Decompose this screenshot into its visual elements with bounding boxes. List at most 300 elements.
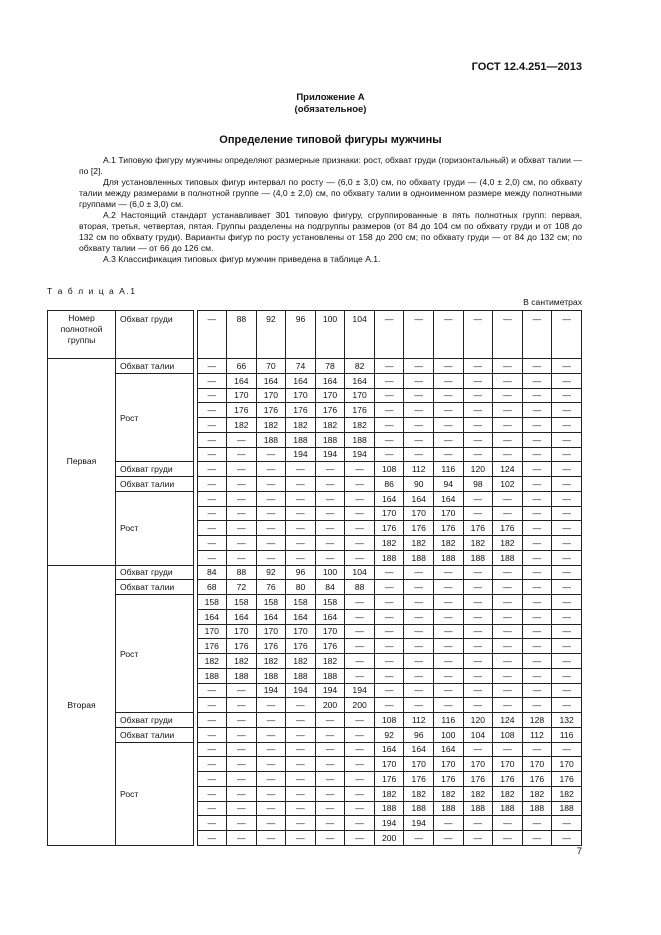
value-cell: — — [345, 831, 375, 846]
value-cell: — — [227, 491, 257, 506]
value-cell: 158 — [286, 595, 316, 610]
value-cell: 104 — [345, 565, 375, 580]
value-cell: — — [286, 727, 316, 742]
value-cell: — — [197, 506, 227, 521]
value-cell: 164 — [404, 491, 434, 506]
value-cell: — — [522, 639, 552, 654]
value-cell: — — [463, 311, 493, 359]
value-cell: — — [374, 668, 404, 683]
value-cell: — — [374, 683, 404, 698]
value-cell: — — [434, 580, 464, 595]
value-cell: — — [315, 477, 345, 492]
value-cell: — — [552, 477, 582, 492]
value-cell: 164 — [315, 373, 345, 388]
value-cell: 200 — [345, 698, 375, 713]
value-cell: — — [345, 727, 375, 742]
value-cell: 170 — [345, 388, 375, 403]
value-cell: — — [345, 506, 375, 521]
value-cell: 182 — [286, 654, 316, 669]
value-cell: — — [374, 698, 404, 713]
value-cell: — — [522, 668, 552, 683]
value-cell: — — [522, 418, 552, 433]
value-cell: 200 — [315, 698, 345, 713]
value-cell: — — [522, 742, 552, 757]
value-cell: 188 — [404, 801, 434, 816]
value-cell: 128 — [522, 713, 552, 728]
value-cell: — — [522, 536, 552, 551]
value-cell: 188 — [463, 801, 493, 816]
value-cell: — — [374, 388, 404, 403]
value-cell: 170 — [286, 624, 316, 639]
value-cell: — — [315, 713, 345, 728]
value-cell: 176 — [315, 639, 345, 654]
value-cell: — — [493, 359, 523, 374]
value-cell: — — [345, 536, 375, 551]
value-cell: — — [493, 373, 523, 388]
value-cell: — — [227, 447, 257, 462]
value-cell: — — [315, 491, 345, 506]
value-cell: — — [522, 506, 552, 521]
value-cell: 176 — [227, 403, 257, 418]
table-row — [48, 491, 582, 506]
value-cell: — — [227, 816, 257, 831]
value-cell: — — [315, 521, 345, 536]
value-cell: 182 — [345, 418, 375, 433]
value-cell: 74 — [286, 359, 316, 374]
value-cell: 164 — [434, 742, 464, 757]
value-cell: — — [463, 668, 493, 683]
appendix-title: Приложение А — [296, 92, 365, 103]
value-cell: — — [493, 683, 523, 698]
value-cell: — — [522, 683, 552, 698]
value-cell: — — [404, 609, 434, 624]
value-cell: — — [404, 639, 434, 654]
table-row — [48, 565, 582, 580]
value-cell: 96 — [286, 311, 316, 359]
row-label-cell: Рост — [116, 595, 194, 713]
value-cell: 104 — [345, 311, 375, 359]
value-cell: — — [374, 432, 404, 447]
value-cell: 96 — [286, 565, 316, 580]
value-cell: 170 — [286, 388, 316, 403]
standard-number: ГОСТ 12.4.251—2013 — [471, 61, 582, 73]
value-cell: — — [404, 447, 434, 462]
value-cell: 98 — [463, 477, 493, 492]
row-label-cell: Обхват груди — [116, 565, 194, 580]
table-row — [48, 713, 582, 728]
value-cell: — — [552, 668, 582, 683]
value-cell: — — [522, 311, 552, 359]
value-cell: — — [493, 609, 523, 624]
value-cell: — — [286, 698, 316, 713]
value-cell: 112 — [404, 713, 434, 728]
table-row — [48, 477, 582, 492]
row-label-cell: Обхват талии — [116, 477, 194, 492]
value-cell: 170 — [434, 757, 464, 772]
value-cell: — — [345, 595, 375, 610]
value-cell: 182 — [434, 786, 464, 801]
value-cell: 188 — [463, 550, 493, 565]
value-cell: — — [286, 506, 316, 521]
value-cell: — — [286, 491, 316, 506]
value-cell: — — [463, 683, 493, 698]
value-cell: — — [552, 506, 582, 521]
value-cell: 164 — [256, 373, 286, 388]
value-cell: 188 — [374, 801, 404, 816]
value-cell: 182 — [463, 536, 493, 551]
value-cell: — — [434, 595, 464, 610]
value-cell: — — [493, 311, 523, 359]
value-cell: 194 — [286, 447, 316, 462]
value-cell: — — [434, 609, 464, 624]
table-row — [48, 359, 582, 374]
value-cell: — — [552, 462, 582, 477]
value-cell: 200 — [374, 831, 404, 846]
value-cell: — — [493, 624, 523, 639]
value-cell: — — [197, 713, 227, 728]
value-cell: 176 — [374, 521, 404, 536]
value-cell: — — [552, 418, 582, 433]
value-cell: — — [434, 683, 464, 698]
value-cell: 176 — [463, 772, 493, 787]
value-cell: — — [404, 373, 434, 388]
value-cell: — — [345, 786, 375, 801]
value-cell: — — [434, 698, 464, 713]
value-cell: 182 — [493, 786, 523, 801]
value-cell: 176 — [286, 403, 316, 418]
value-cell: — — [404, 388, 434, 403]
value-cell: — — [493, 447, 523, 462]
value-cell: — — [552, 624, 582, 639]
value-cell: — — [463, 359, 493, 374]
value-cell: — — [552, 403, 582, 418]
value-cell: — — [286, 536, 316, 551]
value-cell: — — [345, 742, 375, 757]
group-header-cell: Номер полнотной группы — [48, 311, 116, 359]
value-cell: 164 — [286, 373, 316, 388]
value-cell: — — [493, 831, 523, 846]
value-cell: 84 — [197, 565, 227, 580]
value-cell: 176 — [404, 521, 434, 536]
value-cell: — — [463, 506, 493, 521]
value-cell: — — [522, 373, 552, 388]
value-cell: — — [227, 742, 257, 757]
value-cell: 188 — [434, 801, 464, 816]
row-label-cell: Обхват груди — [116, 311, 194, 359]
value-cell: — — [227, 432, 257, 447]
value-cell: — — [286, 831, 316, 846]
value-cell: 188 — [493, 801, 523, 816]
table-row — [48, 373, 582, 388]
value-cell: — — [315, 550, 345, 565]
value-cell: — — [345, 624, 375, 639]
value-cell: 182 — [493, 536, 523, 551]
value-cell: 80 — [286, 580, 316, 595]
classification-table — [47, 310, 582, 846]
value-cell: — — [227, 550, 257, 565]
value-cell: 188 — [256, 668, 286, 683]
value-cell: 188 — [552, 801, 582, 816]
value-cell: — — [345, 491, 375, 506]
value-cell: — — [256, 491, 286, 506]
value-cell: — — [404, 311, 434, 359]
value-cell: — — [374, 403, 404, 418]
value-cell: — — [197, 491, 227, 506]
value-cell: — — [197, 831, 227, 846]
value-cell: — — [434, 388, 464, 403]
value-cell: 116 — [434, 713, 464, 728]
value-cell: 188 — [256, 432, 286, 447]
value-cell: 170 — [256, 624, 286, 639]
value-cell: 188 — [286, 432, 316, 447]
value-cell: — — [197, 477, 227, 492]
value-cell: 188 — [404, 550, 434, 565]
value-cell: — — [227, 727, 257, 742]
value-cell: — — [197, 727, 227, 742]
value-cell: 176 — [493, 521, 523, 536]
value-cell: — — [434, 403, 464, 418]
value-cell: — — [434, 373, 464, 388]
value-cell: 170 — [404, 757, 434, 772]
row-label-cell: Обхват груди — [116, 462, 194, 477]
value-cell: 124 — [493, 462, 523, 477]
value-cell: 164 — [227, 373, 257, 388]
value-cell: — — [552, 742, 582, 757]
value-cell: — — [315, 816, 345, 831]
value-cell: — — [345, 713, 375, 728]
value-cell: 188 — [197, 668, 227, 683]
value-cell: 158 — [197, 595, 227, 610]
value-cell: — — [522, 595, 552, 610]
value-cell: — — [286, 477, 316, 492]
value-cell: — — [404, 595, 434, 610]
value-cell: — — [493, 698, 523, 713]
value-cell: — — [404, 683, 434, 698]
row-label-cell: Рост — [116, 742, 194, 845]
value-cell: 188 — [345, 432, 375, 447]
value-cell: — — [374, 565, 404, 580]
value-cell: — — [552, 447, 582, 462]
value-cell: — — [493, 418, 523, 433]
value-cell: — — [286, 550, 316, 565]
value-cell: — — [434, 565, 464, 580]
row-label-cell: Обхват талии — [116, 359, 194, 374]
value-cell: 164 — [286, 609, 316, 624]
row-label-cell: Обхват талии — [116, 580, 194, 595]
value-cell: — — [286, 757, 316, 772]
value-cell: 120 — [463, 713, 493, 728]
value-cell: — — [463, 580, 493, 595]
value-cell: — — [286, 713, 316, 728]
value-cell: — — [197, 801, 227, 816]
body-text — [79, 155, 582, 265]
value-cell: 176 — [522, 772, 552, 787]
value-cell: — — [434, 359, 464, 374]
value-cell: — — [197, 432, 227, 447]
value-cell: — — [345, 477, 375, 492]
value-cell: — — [493, 506, 523, 521]
value-cell: — — [227, 698, 257, 713]
value-cell: — — [197, 742, 227, 757]
value-cell: — — [197, 462, 227, 477]
paragraph: А.3 Классификация типовых фигур мужчин приведена в таблице А.1. — [103, 254, 381, 264]
value-cell: — — [315, 536, 345, 551]
value-cell: — — [522, 477, 552, 492]
value-cell: — — [197, 521, 227, 536]
value-cell: 170 — [197, 624, 227, 639]
value-cell: — — [227, 772, 257, 787]
value-cell: 176 — [374, 772, 404, 787]
value-cell: — — [227, 462, 257, 477]
value-cell: — — [552, 359, 582, 374]
value-cell: — — [404, 624, 434, 639]
value-cell: 100 — [315, 565, 345, 580]
row-label-cell: Обхват талии — [116, 727, 194, 742]
value-cell: — — [552, 373, 582, 388]
value-cell: — — [286, 786, 316, 801]
value-cell: 194 — [315, 683, 345, 698]
value-cell: — — [345, 668, 375, 683]
value-cell: 88 — [227, 565, 257, 580]
value-cell: 182 — [315, 654, 345, 669]
value-cell: — — [197, 403, 227, 418]
value-cell: 182 — [374, 786, 404, 801]
value-cell: 176 — [434, 521, 464, 536]
value-cell: — — [315, 772, 345, 787]
row-label-cell: Обхват груди — [116, 713, 194, 728]
value-cell: 70 — [256, 359, 286, 374]
value-cell: 90 — [404, 477, 434, 492]
value-cell: 164 — [315, 609, 345, 624]
value-cell: 116 — [434, 462, 464, 477]
value-cell: 182 — [286, 418, 316, 433]
value-cell: 188 — [315, 668, 345, 683]
value-cell: — — [493, 580, 523, 595]
value-cell: — — [552, 654, 582, 669]
value-cell: — — [404, 565, 434, 580]
value-cell: — — [374, 580, 404, 595]
value-cell: — — [522, 550, 552, 565]
value-cell: — — [463, 418, 493, 433]
value-cell: — — [493, 565, 523, 580]
value-cell: — — [374, 609, 404, 624]
value-cell: 132 — [552, 713, 582, 728]
value-cell: — — [552, 639, 582, 654]
value-cell: 176 — [552, 772, 582, 787]
value-cell: — — [552, 491, 582, 506]
value-cell: — — [434, 447, 464, 462]
value-cell: 66 — [227, 359, 257, 374]
value-cell: — — [256, 447, 286, 462]
value-cell: — — [286, 816, 316, 831]
value-cell: 182 — [434, 536, 464, 551]
value-cell: — — [197, 550, 227, 565]
value-cell: — — [345, 816, 375, 831]
value-cell: — — [522, 462, 552, 477]
value-cell: — — [374, 311, 404, 359]
value-cell: 170 — [493, 757, 523, 772]
value-cell: — — [256, 772, 286, 787]
value-cell: — — [522, 359, 552, 374]
value-cell: 194 — [345, 683, 375, 698]
value-cell: — — [552, 580, 582, 595]
value-cell: — — [256, 757, 286, 772]
value-cell: 92 — [256, 565, 286, 580]
value-cell: — — [404, 432, 434, 447]
value-cell: — — [552, 683, 582, 698]
value-cell: 182 — [227, 418, 257, 433]
value-cell: — — [345, 654, 375, 669]
value-cell: — — [256, 521, 286, 536]
value-cell: 182 — [522, 786, 552, 801]
value-cell: — — [463, 388, 493, 403]
value-cell: 100 — [315, 311, 345, 359]
value-cell: 188 — [227, 668, 257, 683]
paragraph: А.2 Настоящий стандарт устанавливает 301 типовую фигуру, сгруппированные в пять полнотных групп: первая, вторая, третья, четвертая, пятая. Группы разделены на подгруппы размеров (от 84 до 104 см по обхвату груди и от 108 до 132 см по обхвату груди). Варианты фигур по росту установлены от 158 до 200 см; по обхвату груди — от 84 до 132 см; по обхвату талии — от 66 до 126 см. — [79, 210, 582, 253]
value-cell: 176 — [227, 639, 257, 654]
value-cell: — — [493, 668, 523, 683]
value-cell: — — [552, 521, 582, 536]
value-cell: — — [463, 432, 493, 447]
value-cell: — — [374, 654, 404, 669]
value-cell: — — [227, 713, 257, 728]
value-cell: 182 — [463, 786, 493, 801]
value-cell: 108 — [374, 462, 404, 477]
value-cell: — — [197, 418, 227, 433]
value-cell: 100 — [434, 727, 464, 742]
value-cell: — — [315, 727, 345, 742]
value-cell: — — [374, 359, 404, 374]
value-cell: — — [286, 772, 316, 787]
value-cell: — — [374, 373, 404, 388]
value-cell: — — [256, 786, 286, 801]
value-cell: — — [315, 831, 345, 846]
table-units: В сантиметрах — [523, 297, 582, 307]
value-cell: — — [404, 698, 434, 713]
value-cell: 164 — [374, 742, 404, 757]
value-cell: — — [434, 639, 464, 654]
paragraph: Для установленных типовых фигур интервал по росту — (6,0 ± 3,0) см, по обхвату груди — (4,0 ± 2,0) см, по обхвату талии между размерами в полнотной группе — (4,0 ± 2,0) см, по обхвату талии в одноименном размере между полнотными группами — (6,0 ± 3,0) см. — [79, 177, 582, 209]
value-cell: — — [522, 565, 552, 580]
value-cell: 164 — [404, 742, 434, 757]
value-cell: — — [227, 536, 257, 551]
value-cell: 76 — [256, 580, 286, 595]
value-cell: — — [227, 831, 257, 846]
value-cell: — — [197, 536, 227, 551]
value-cell: — — [256, 477, 286, 492]
value-cell: 182 — [197, 654, 227, 669]
appendix-status: (обязательное) — [294, 104, 367, 115]
value-cell: 164 — [434, 491, 464, 506]
value-cell: 124 — [493, 713, 523, 728]
value-cell: 158 — [256, 595, 286, 610]
value-cell: — — [345, 521, 375, 536]
value-cell: — — [315, 786, 345, 801]
value-cell: — — [522, 388, 552, 403]
value-cell: 164 — [227, 609, 257, 624]
value-cell: — — [345, 801, 375, 816]
value-cell: 170 — [374, 506, 404, 521]
value-cell: 170 — [256, 388, 286, 403]
value-cell: — — [463, 609, 493, 624]
value-cell: — — [434, 654, 464, 669]
value-cell: — — [197, 786, 227, 801]
value-cell: — — [404, 831, 434, 846]
value-cell: 104 — [463, 727, 493, 742]
value-cell: 182 — [374, 536, 404, 551]
value-cell: — — [404, 580, 434, 595]
row-label-cell: Рост — [116, 491, 194, 565]
